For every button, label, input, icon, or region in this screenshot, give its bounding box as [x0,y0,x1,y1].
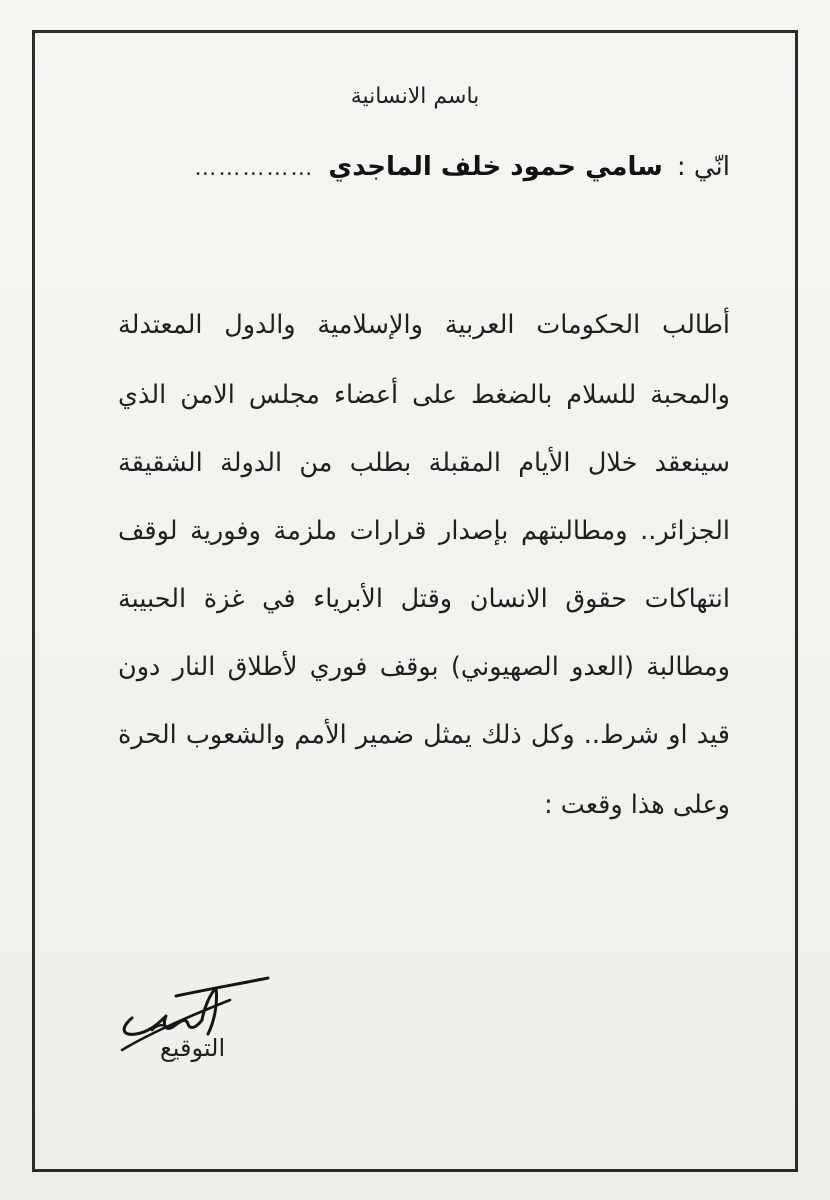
body-line: انتهاكات حقوق الانسان وقتل الأبرياء في غزة الحبيبة [118,584,730,614]
body-line: ومطالبة (العدو الصهيوني) بوقف فوري لأطلاق النار دون [118,652,730,682]
declaration-label: انّي : [676,152,730,182]
body-line: أطالب الحكومات العربية والإسلامية والدول المعتدلة [118,310,730,340]
body-line: سينعقد خلال الأيام المقبلة بطلب من الدولة الشقيقة [118,448,730,478]
signature-caption: التوقيع [160,1034,226,1062]
body-line: الجزائر.. ومطالبتهم بإصدار قرارات ملزمة وفورية لوقف [118,516,730,546]
body-line-closing: وعلى هذا وقعت : [544,790,730,820]
body-line: والمحبة للسلام بالضغط على أعضاء مجلس الامن الذي [118,380,730,410]
signer-name: سامي حمود خلف الماجدي [328,152,663,182]
document-title: باسم الانسانية [350,84,480,109]
fill-dots: …………… [194,156,315,181]
declaration-row [194,152,730,182]
body-line: قيد او شرط.. وكل ذلك يمثل ضمير الأمم والشعوب الحرة [118,720,730,750]
